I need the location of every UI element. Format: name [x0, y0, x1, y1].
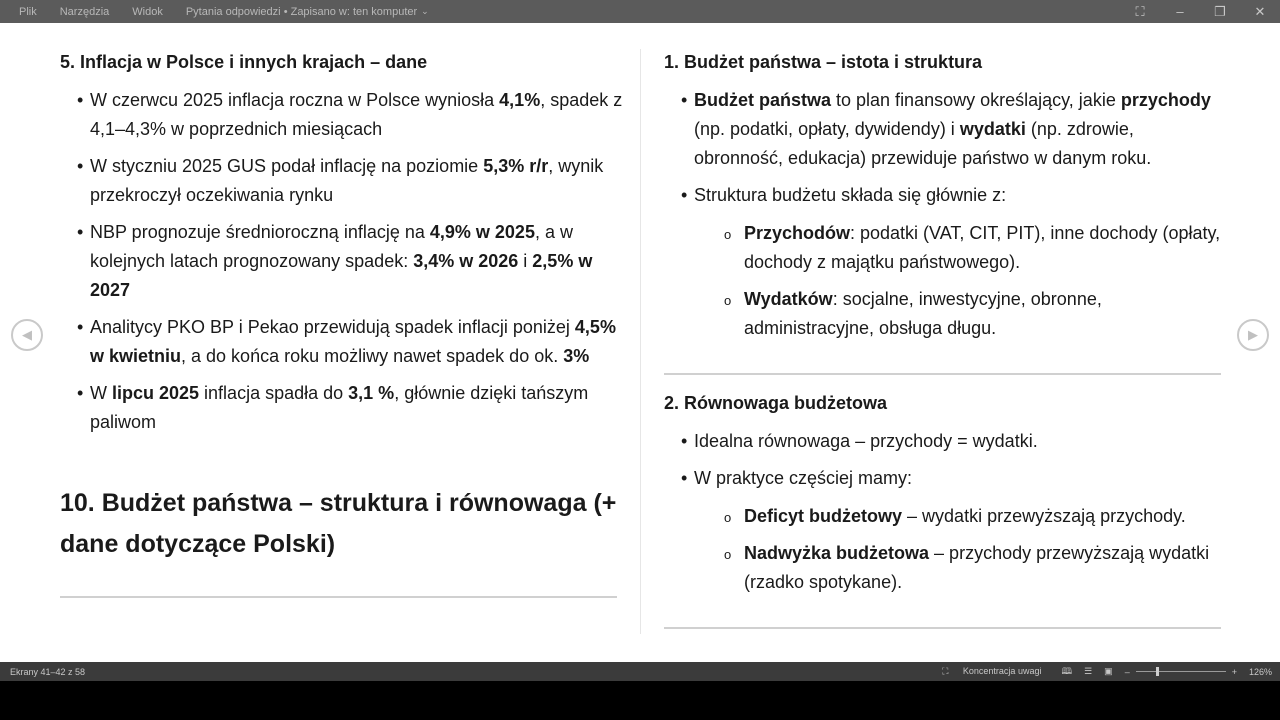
list-item: • Budżet państwa to plan finansowy określający, jakie przychody (np. podatki, opłaty, dywidendy) i wydatki (np. zdrowie, obronność, edukacja) przewiduje państwo w danym roku.	[664, 86, 1224, 173]
read-mode-icon[interactable]: 🕮	[1061, 665, 1073, 676]
web-layout-icon[interactable]: ▣	[1104, 666, 1113, 676]
menu-view[interactable]: Widok	[132, 5, 163, 18]
list-item: o Przychodów: podatki (VAT, CIT, PIT), inne dochody (opłaty, dochody z majątku państwowego).	[664, 219, 1224, 277]
next-page-icon[interactable]: ▶	[1237, 319, 1269, 351]
document-status[interactable]	[186, 6, 429, 18]
list-item: o Deficyt budżetowy – wydatki przewyższają przychody.	[664, 502, 1224, 531]
balance-bullets	[664, 427, 1224, 501]
menu-tools[interactable]: Narzędzia	[59, 5, 110, 18]
horizontal-rule	[664, 627, 1221, 629]
screen-background	[0, 681, 1280, 720]
list-item: • Analitycy PKO BP i Pekao przewidują spadek inflacji poniżej 4,5% w kwietniu, a do końca roku możliwy nawet spadek do ok. 3%	[60, 313, 625, 371]
chevron-down-icon[interactable]: ⌄	[421, 6, 429, 16]
section-heading-inflation: 5. Inflacja w Polsce i innych krajach – dane	[60, 52, 428, 72]
section-heading-balance: 2. Równowaga budżetowa	[664, 393, 888, 413]
previous-page-icon[interactable]: ◀	[11, 319, 43, 351]
list-item: • NBP prognozuje średnioroczną inflację na 4,9% w 2025, a w kolejnych latach prognozowany spadek: 3,4% w 2026 i 2,5% w 2027	[60, 218, 625, 305]
chapter-title: 10. Budżet państwa – struktura i równowaga (+ dane dotyczące Polski)	[60, 489, 617, 558]
close-icon[interactable]: ✕	[1254, 3, 1266, 19]
list-item: o Wydatków: socjalne, inwestycyjne, obronne, administracyjne, obsługa długu.	[664, 285, 1224, 343]
list-item: • W lipcu 2025 inflacja spadła do 3,1 %, głównie dzięki tańszym paliwom	[60, 379, 625, 437]
list-item: • W praktyce częściej mamy:	[664, 464, 1224, 493]
restore-icon[interactable]: ❐	[1214, 3, 1226, 19]
menu-bar	[0, 6, 186, 18]
budget-structure-subitems	[664, 219, 1224, 351]
menu-file[interactable]: Plik	[19, 5, 37, 18]
zoom-in-icon[interactable]: +	[1231, 666, 1237, 677]
horizontal-rule	[60, 596, 617, 598]
list-item: • Idealna równowaga – przychody = wydatki.	[664, 427, 1224, 456]
list-item: • W styczniu 2025 GUS podał inflację na poziomie 5,3% r/r, wynik przekroczył oczekiwania rynku	[60, 152, 625, 210]
fit-icon[interactable]: ⛶	[1135, 3, 1145, 19]
list-item: • Struktura budżetu składa się głównie z:	[664, 181, 1224, 210]
zoom-out-icon[interactable]: –	[1124, 666, 1130, 677]
minimize-icon[interactable]: –	[1176, 4, 1184, 19]
print-layout-icon[interactable]: ☰	[1084, 666, 1093, 676]
save-status: • Zapisano w: ten komputer	[283, 5, 418, 18]
reading-view	[0, 23, 1280, 662]
page-divider	[640, 49, 641, 634]
status-bar	[0, 662, 1280, 681]
balance-subitems	[664, 502, 1224, 605]
zoom-slider-knob[interactable]	[1156, 667, 1159, 676]
budget-bullets	[664, 86, 1224, 214]
window-controls	[1120, 0, 1280, 23]
horizontal-rule	[664, 373, 1221, 375]
document-name: Pytania odpowiedzi	[185, 5, 281, 18]
status-controls	[930, 662, 1272, 681]
title-bar	[0, 0, 1280, 23]
list-item: o Nadwyżka budżetowa – przychody przewyższają wydatki (rzadko spotykane).	[664, 539, 1224, 597]
list-item: • W czerwcu 2025 inflacja roczna w Polsce wyniosła 4,1%, spadek z 4,1–4,3% w poprzednich miesiącach	[60, 86, 625, 144]
focus-mode-label: Koncentracja uwagi	[962, 666, 1042, 676]
zoom-slider[interactable]	[1136, 671, 1226, 672]
inflation-bullets	[60, 86, 625, 445]
section-heading-budget: 1. Budżet państwa – istota i struktura	[664, 52, 983, 72]
zoom-level[interactable]: 126%	[1248, 666, 1272, 677]
page-counter: Ekrany 41–42 z 58	[10, 666, 86, 677]
focus-mode-button[interactable]: ⛶ Koncentracja uwagi	[942, 666, 1042, 676]
